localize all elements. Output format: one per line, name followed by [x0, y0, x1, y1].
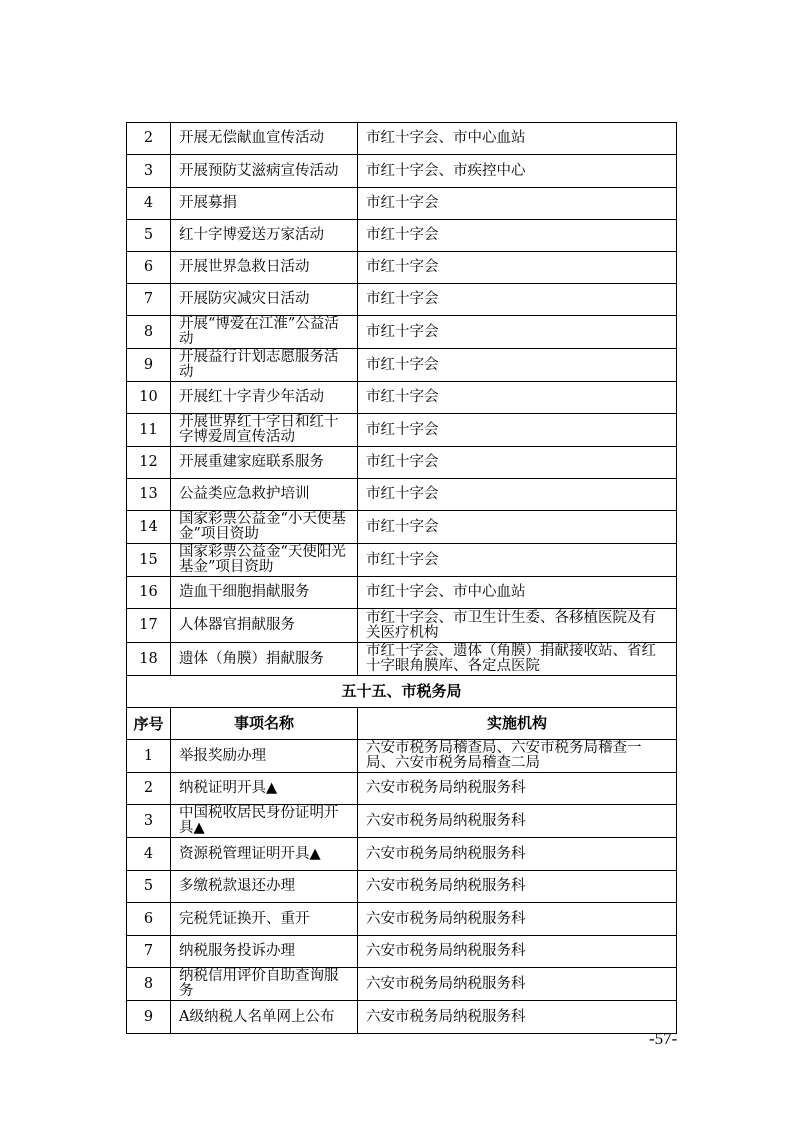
item-name: A级纳税人名单网上公布	[171, 1001, 358, 1034]
implementing-org: 市红十字会	[358, 479, 677, 511]
header-item-name: 事项名称	[171, 708, 358, 740]
table-row	[127, 609, 677, 643]
implementing-org: 六安市税务局纳税服务科	[358, 903, 677, 936]
page-number: -57-	[649, 1029, 678, 1048]
item-name: 中国税收居民身份证明开具▲	[171, 805, 358, 838]
section-title: 五十五、市税务局	[127, 676, 677, 708]
implementing-org: 六安市税务局纳税服务科	[358, 838, 677, 871]
row-number: 8	[127, 968, 171, 1001]
table-row	[127, 220, 677, 252]
item-name: 开展红十字青少年活动	[171, 382, 358, 414]
implementing-org: 市红十字会、市疾控中心	[358, 155, 677, 188]
table-row	[127, 155, 677, 188]
row-number: 5	[127, 871, 171, 903]
table-row	[127, 805, 677, 838]
service-table	[126, 122, 677, 1034]
implementing-org: 市红十字会	[358, 252, 677, 284]
row-number: 9	[127, 1001, 171, 1034]
table-row	[127, 936, 677, 968]
item-name: 纳税信用评价自助查询服务	[171, 968, 358, 1001]
table-row	[127, 349, 677, 382]
item-name: 资源税管理证明开具▲	[171, 838, 358, 871]
item-name: 开展防灾减灾日活动	[171, 284, 358, 316]
row-number: 7	[127, 936, 171, 968]
table-row	[127, 414, 677, 447]
implementing-org: 市红十字会	[358, 414, 677, 447]
header-row	[127, 708, 677, 740]
row-number: 10	[127, 382, 171, 414]
row-number: 12	[127, 447, 171, 479]
implementing-org: 市红十字会	[358, 284, 677, 316]
row-number: 3	[127, 805, 171, 838]
item-name: 开展重建家庭联系服务	[171, 447, 358, 479]
table-row	[127, 968, 677, 1001]
implementing-org: 市红十字会	[358, 511, 677, 544]
section-title-row	[127, 676, 677, 708]
row-number: 4	[127, 838, 171, 871]
row-number: 13	[127, 479, 171, 511]
tax-section	[127, 676, 677, 1034]
item-name: 遗体（角膜）捐献服务	[171, 643, 358, 676]
row-number: 9	[127, 349, 171, 382]
implementing-org: 六安市税务局稽查局、六安市税务局稽查一局、六安市税务局稽查二局	[358, 740, 677, 773]
implementing-org: 市红十字会	[358, 188, 677, 220]
implementing-org: 六安市税务局纳税服务科	[358, 805, 677, 838]
table-row	[127, 479, 677, 511]
row-number: 15	[127, 544, 171, 577]
table-row	[127, 740, 677, 773]
table-row	[127, 544, 677, 577]
implementing-org: 市红十字会、市卫生计生委、各移植医院及有关医疗机构	[358, 609, 677, 643]
item-name: 多缴税款退还办理	[171, 871, 358, 903]
item-name: 举报奖励办理	[171, 740, 358, 773]
table-row	[127, 316, 677, 349]
row-number: 17	[127, 609, 171, 643]
implementing-org: 六安市税务局纳税服务科	[358, 773, 677, 805]
row-number: 16	[127, 577, 171, 609]
implementing-org: 市红十字会	[358, 382, 677, 414]
implementing-org: 六安市税务局纳税服务科	[358, 871, 677, 903]
implementing-org: 市红十字会	[358, 220, 677, 252]
row-number: 2	[127, 773, 171, 805]
item-name: 开展无偿献血宣传活动	[171, 123, 358, 155]
table-row	[127, 123, 677, 155]
item-name: 纳税证明开具▲	[171, 773, 358, 805]
row-number: 1	[127, 740, 171, 773]
item-name: 开展世界急救日活动	[171, 252, 358, 284]
item-name: 开展募捐	[171, 188, 358, 220]
table-row	[127, 1001, 677, 1034]
item-name: 纳税服务投诉办理	[171, 936, 358, 968]
item-name: 国家彩票公益金“小天使基金”项目资助	[171, 511, 358, 544]
row-number: 6	[127, 252, 171, 284]
row-number: 14	[127, 511, 171, 544]
row-number: 8	[127, 316, 171, 349]
item-name: 开展益行计划志愿服务活动	[171, 349, 358, 382]
row-number: 7	[127, 284, 171, 316]
table-row	[127, 838, 677, 871]
row-number: 6	[127, 903, 171, 936]
implementing-org: 六安市税务局纳税服务科	[358, 936, 677, 968]
item-name: 开展“博爱在江淮”公益活动	[171, 316, 358, 349]
table-row	[127, 871, 677, 903]
table-row	[127, 447, 677, 479]
header-number: 序号	[127, 708, 171, 740]
implementing-org: 市红十字会	[358, 349, 677, 382]
implementing-org: 六安市税务局纳税服务科	[358, 1001, 677, 1034]
row-number: 11	[127, 414, 171, 447]
implementing-org: 市红十字会、市中心血站	[358, 123, 677, 155]
table-row	[127, 382, 677, 414]
table-row	[127, 252, 677, 284]
header-org: 实施机构	[358, 708, 677, 740]
table-row	[127, 643, 677, 676]
table-row	[127, 903, 677, 936]
row-number: 4	[127, 188, 171, 220]
implementing-org: 市红十字会、市中心血站	[358, 577, 677, 609]
row-number: 2	[127, 123, 171, 155]
item-name: 公益类应急救护培训	[171, 479, 358, 511]
table-row	[127, 188, 677, 220]
redcross-rows	[127, 123, 677, 676]
item-name: 开展世界红十字日和红十字博爱周宣传活动	[171, 414, 358, 447]
table-row	[127, 284, 677, 316]
item-name: 国家彩票公益金“天使阳光基金”项目资助	[171, 544, 358, 577]
implementing-org: 市红十字会	[358, 447, 677, 479]
item-name: 造血干细胞捐献服务	[171, 577, 358, 609]
row-number: 5	[127, 220, 171, 252]
table-row	[127, 773, 677, 805]
implementing-org: 六安市税务局纳税服务科	[358, 968, 677, 1001]
table-row	[127, 577, 677, 609]
implementing-org: 市红十字会	[358, 544, 677, 577]
row-number: 3	[127, 155, 171, 188]
row-number: 18	[127, 643, 171, 676]
table-row	[127, 511, 677, 544]
item-name: 红十字博爱送万家活动	[171, 220, 358, 252]
item-name: 人体器官捐献服务	[171, 609, 358, 643]
item-name: 开展预防艾滋病宣传活动	[171, 155, 358, 188]
implementing-org: 市红十字会	[358, 316, 677, 349]
item-name: 完税凭证换开、重开	[171, 903, 358, 936]
implementing-org: 市红十字会、遗体（角膜）捐献接收站、省红十字眼角膜库、各定点医院	[358, 643, 677, 676]
